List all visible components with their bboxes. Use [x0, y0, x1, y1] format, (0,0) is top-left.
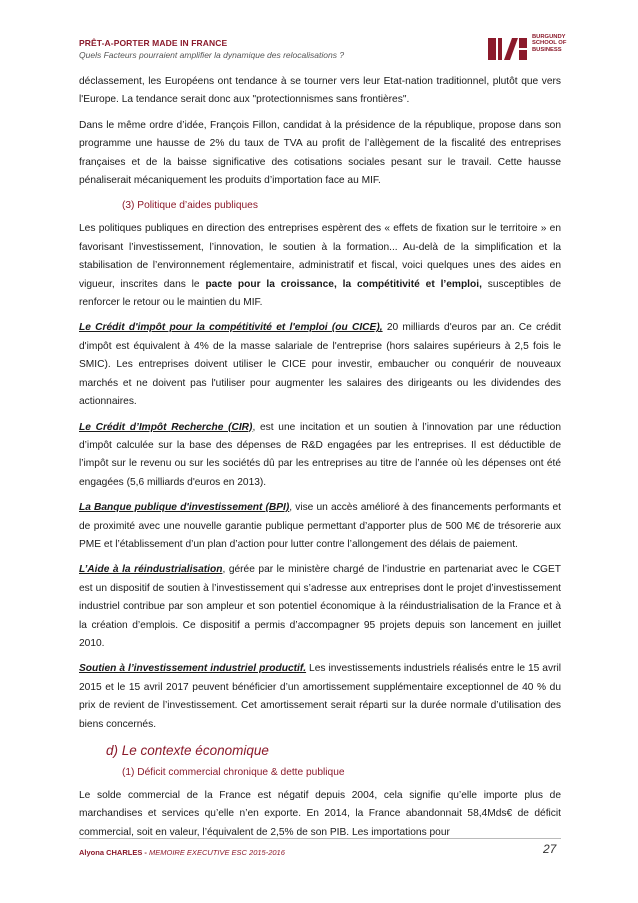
paragraph: L’Aide à la réindustrialisation, gérée par le ministère chargé de l’industrie en partenariat avec le CGET est un dispositif de soutien à l’investissement qui s’adresse aux entreprises dont le projet d’investissement industriel contribue par son ampleur et son potentiel économique à la réindustrialisation de la France et à la création d’emplois. Ce dispositif a permis d’accompagner 95 projets depuis son lancement en juillet 2010. — [79, 564, 561, 649]
school-logo-text: BURGUNDY SCHOOL OF BUSINESS — [532, 34, 567, 53]
school-logo — [488, 32, 568, 66]
header-subtitle: Quels Facteurs pourraient amplifier la dynamique des relocalisations ? — [79, 50, 345, 60]
paragraph: La Banque publique d'investissement (BPI), vise un accès amélioré à des financements performants et de proximité avec une nouvelle garantie publique permettant d’apporter plus de 500 M€ de trésorerie aux PME et l’établissement d’un plan d’action pour lutter contre l’allongement des délais de paiement. — [79, 502, 561, 550]
term: Le Crédit d’Impôt Recherche (CIR) — [79, 421, 253, 433]
term: Soutien à l’investissement industriel productif. — [79, 663, 307, 675]
term: L’Aide à la réindustrialisation — [79, 564, 223, 576]
bold-phrase: pacte pour la croissance, la compétitivité et l’emploi, — [205, 278, 482, 290]
paragraph: Le Crédit d'impôt pour la compétitivité et l'emploi (ou CICE), 20 milliards d'euros par an. Ce crédit d'impôt est équivalent à 4% de la masse salariale de l'entreprise (hors salaires supérieurs à 2,5 fois le SMIC). Les entreprises doivent utiliser le CICE pour investir, embaucher ou conquérir de nouveaux marchés et ne doivent pas l'utiliser pour augmenter les salaires des dirigeants ou les dividendes des actionnaires. — [79, 322, 561, 408]
footer-divider — [79, 838, 561, 839]
footer-author: Alyona CHARLES - MEMOIRE EXECUTIVE ESC 2015-2016 — [79, 848, 285, 857]
section-heading: d) Le contexte économique — [106, 743, 269, 758]
term: Le Crédit d'impôt pour la compétitivité et l'emploi (ou CICE), — [79, 322, 383, 334]
page-number: 27 — [543, 842, 557, 856]
paragraph: Les politiques publiques en direction des entreprises espèrent des « effets de fixation sur le territoire » en favorisant l’investissement, l’innovation, le soutien à la formation... Au-delà de la simplification et la stabilisation de l’environnement réglementaire, administratif et fiscal, voici quelques unes des aides en vigueur, inscrites dans le pacte pour la croissance, la compétitivité et l’emploi, susceptibles de renforcer le retour ou le maintien du MIF. — [79, 223, 561, 309]
paragraph: Dans le même ordre d’idée, François Fillon, candidat à la présidence de la république, propose dans son programme une hausse de 2% du taux de TVA au profit de l’allègement de la fiscalité des entreprises françaises et de la baisse significative des cotisations sociales pesant sur le travail. Cette hausse pénaliserait mécaniquement les produits d’importation face au MIF. — [79, 119, 561, 187]
paragraph: déclassement, les Européens ont tendance à se tourner vers leur Etat-nation traditionnel, plutôt que vers l'Europe. La tendance serait donc aux "protectionnismes sans frontières". — [79, 76, 561, 106]
subsection-heading: (3) Politique d’aides publiques — [122, 200, 258, 212]
document-body — [79, 73, 561, 849]
paragraph: Le Crédit d’Impôt Recherche (CIR), est une incitation et un soutien à l’innovation par une réduction d’impôt calculée sur la base des dépenses de R&D engagées par les entreprises. Il est déductible de l’impôt sur le revenu ou sur les sociétés dû par les entreprises au titre de l’année où les dépenses ont été engagées (5,6 milliards d'euros en 2013). — [79, 421, 561, 488]
paragraph: Soutien à l’investissement industriel productif. Les investissements industriels réalisés entre le 15 avril 2015 et le 15 avril 2017 peuvent bénéficier d’un amortissement supplémentaire exceptionnel de 40 % du prix de revient de l’investissement. Cet amortissement serait réparti sur la durée normale d’utilisation des biens concernés. — [79, 663, 561, 730]
paragraph: Le solde commercial de la France est négatif depuis 2004, cela signifie qu’elle importe plus de marchandises et services qu’elle n’en exporte. En 2014, la France abandonnait 58,4Mds€ de déficit commercial, soit en valeur, l’équivalent de 2,5% de son PIB. Les importations pour — [79, 790, 561, 838]
term: La Banque publique d'investissement (BPI) — [79, 502, 290, 514]
header-title: PRÊT-A-PORTER MADE IN FRANCE — [79, 38, 228, 48]
subsection-heading: (1) Déficit commercial chronique & dette publique — [122, 767, 345, 778]
school-logo-icon — [488, 36, 528, 62]
